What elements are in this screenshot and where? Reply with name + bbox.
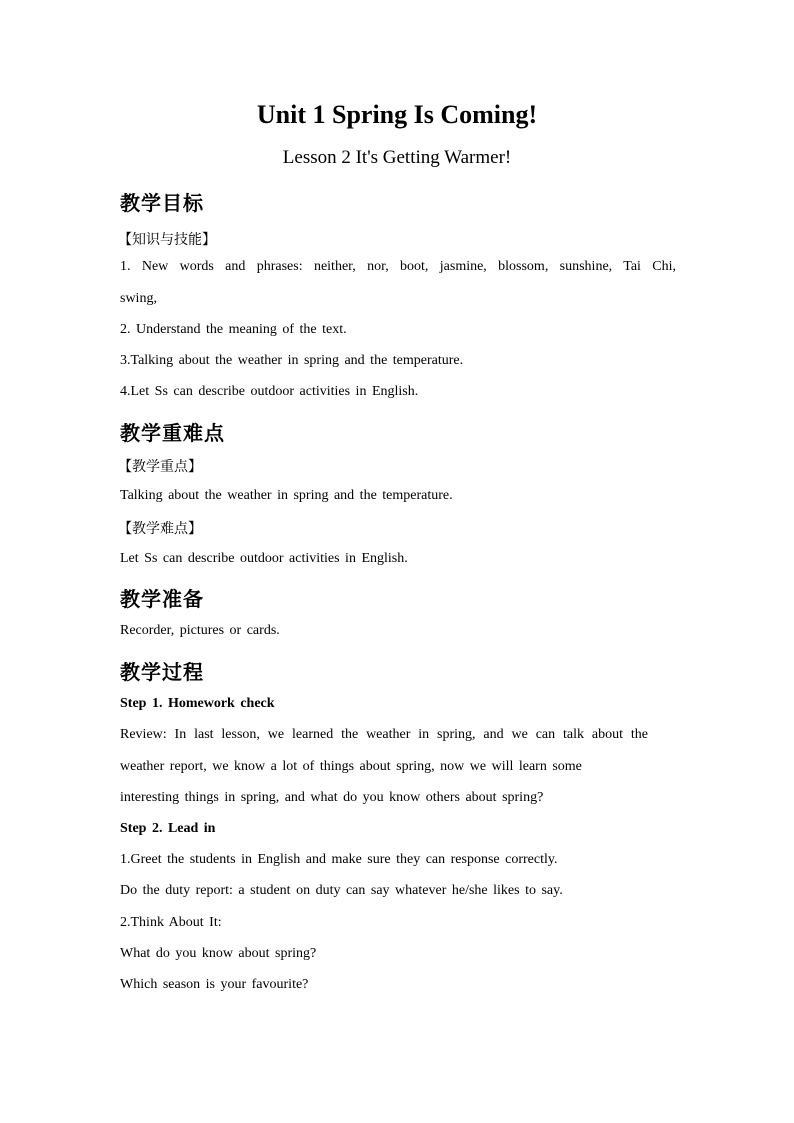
- difficulty-text: Let Ss can describe outdoor activities in English.: [120, 551, 408, 566]
- preparation-text: Recorder, pictures or cards.: [120, 623, 280, 638]
- step2-line: What do you know about spring?: [120, 946, 317, 961]
- step1-title: Step 1. Homework check: [120, 696, 275, 711]
- objectives-subheading: 【知识与技能】: [118, 232, 216, 248]
- step2-line: Which season is your favourite?: [120, 977, 309, 992]
- document-title: Unit 1 Spring Is Coming!: [256, 100, 538, 129]
- step2-line: 2.Think About It:: [120, 915, 222, 930]
- objectives-heading: 教学目标: [120, 191, 204, 215]
- objective-item: swing,: [120, 291, 157, 306]
- objective-item: 3.Talking about the weather in spring and the temperature.: [120, 353, 464, 368]
- difficulty-label: 【教学难点】: [118, 521, 202, 537]
- step2-line: 1.Greet the students in English and make sure they can response correctly.: [120, 852, 558, 867]
- step1-line: weather report, we know a lot of things about spring, now we will learn some: [120, 759, 582, 774]
- key-points-heading: 教学重难点: [120, 421, 225, 445]
- objective-item: 1. New words and phrases: neither, nor, boot, jasmine, blossom, sunshine, Tai Chi,: [120, 259, 676, 274]
- preparation-heading: 教学准备: [120, 587, 204, 611]
- focus-text: Talking about the weather in spring and the temperature.: [120, 488, 453, 503]
- objective-item: 4.Let Ss can describe outdoor activities in English.: [120, 384, 419, 399]
- step1-line: Review: In last lesson, we learned the weather in spring, and we can talk about the: [120, 727, 648, 742]
- process-heading: 教学过程: [120, 660, 204, 684]
- step2-line: Do the duty report: a student on duty can say whatever he/she likes to say.: [120, 883, 563, 898]
- objective-item: 2. Understand the meaning of the text.: [120, 322, 347, 337]
- focus-label: 【教学重点】: [118, 459, 202, 475]
- document-subtitle: Lesson 2 It's Getting Warmer!: [282, 147, 512, 168]
- step1-line: interesting things in spring, and what do you know others about spring?: [120, 790, 544, 805]
- step2-title: Step 2. Lead in: [120, 821, 216, 836]
